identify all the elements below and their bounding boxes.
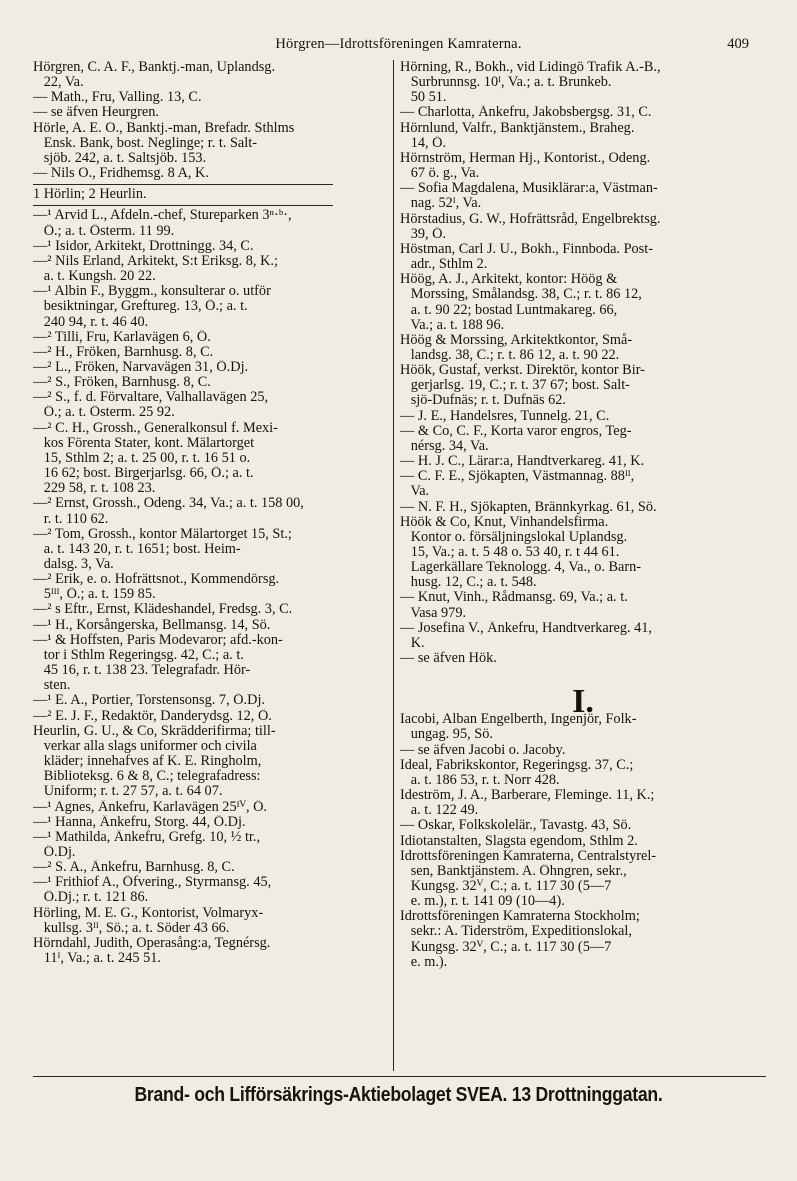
directory-line: Höök & Co, Knut, Vinhandelsfirma. — [400, 514, 609, 530]
directory-line: — J. E., Handelsres, Tunnelg. 21, C. — [400, 408, 610, 424]
directory-line: —² Nils Erland, Arkitekt, S:t Eriksg. 8, K.; — [33, 253, 278, 269]
directory-line: Hörle, A. E. O., Banktj.-man, Brefadr. Sthlms — [33, 120, 295, 136]
directory-line: Höstman, Carl J. U., Bokh., Finnboda. Post- — [400, 241, 653, 257]
directory-line: Kungsg. 32ⱽ, C.; a. t. 117 30 (5—7 — [400, 939, 612, 955]
directory-line: —¹ Hanna, Änkefru, Storg. 44, Ö.Dj. — [33, 814, 246, 830]
directory-line: Hörndahl, Judith, Operasång:a, Tegnérsg. — [33, 935, 271, 951]
column-divider — [393, 60, 394, 1071]
directory-line: 5ᴵᴵᴵ, Ö.; a. t. 159 85. — [33, 587, 156, 603]
directory-line: —¹ E. A., Portier, Torstensonsg. 7, Ö.Dj. — [33, 693, 265, 709]
directory-line: — se äfven Hök. — [400, 651, 497, 667]
directory-line: —² Ernst, Grossh., Odeng. 34, Va.; a. t. 158 00, — [33, 496, 304, 512]
page-number: 409 — [727, 36, 749, 52]
directory-line: —² C. H., Grossh., Generalkonsul f. Mexi- — [33, 420, 278, 436]
directory-line: a. t. 186 53, r. t. Norr 428. — [400, 772, 560, 788]
directory-line: —¹ & Hoffsten, Paris Modevaror; afd.-kon- — [33, 632, 283, 648]
directory-line: ungag. 95, Sö. — [400, 727, 493, 743]
directory-line: a. t. 90 22; bostad Luntmakareg. 66, — [400, 302, 618, 318]
directory-line: 39, Ö. — [400, 226, 447, 242]
footer-rule — [33, 1076, 766, 1077]
directory-line: e. m.), r. t. 141 09 (10—4). — [400, 894, 565, 910]
directory-line: — se äfven Jacobi o. Jacoby. — [400, 742, 566, 758]
directory-line: —¹ Isidor, Arkitekt, Drottningg. 34, C. — [33, 238, 254, 254]
directory-line: —² Tilli, Fru, Karlavägen 6, Ö. — [33, 329, 211, 345]
directory-line: —¹ Frithiof A., Öfvering., Styrmansg. 45, — [33, 875, 272, 891]
directory-line: e. m.). — [400, 954, 448, 970]
directory-line: Kontor o. försäljningslokal Uplandsg. — [400, 529, 628, 545]
directory-line: Kungsg. 32ⱽ, C.; a. t. 117 30 (5—7 — [400, 878, 612, 894]
directory-line: kläder; innehafves af K. E. Ringholm, — [33, 754, 262, 770]
directory-line: —² L., Fröken, Narvavägen 31, Ö.Dj. — [33, 359, 249, 375]
directory-line: — Sofia Magdalena, Musiklärar:a, Västman- — [400, 181, 658, 197]
directory-line: Lagerkällare Teknologg. 4, Va., o. Barn- — [400, 560, 642, 576]
right-column — [400, 60, 766, 970]
directory-line: K. — [400, 635, 425, 651]
directory-line: sen, Banktjänstem. A. Öhngren, sekr., — [400, 863, 627, 879]
directory-line: Heurlin, G. U., & Co, Skrädderifirma; till- — [33, 723, 276, 739]
directory-line: nérsg. 34, Va. — [400, 438, 489, 454]
directory-line: Höög, A. J., Arkitekt, kontor: Höög & — [400, 272, 618, 288]
directory-line: r. t. 110 62. — [33, 511, 109, 527]
page-header — [0, 36, 797, 56]
directory-line: landsg. 38, C.; r. t. 86 12, a. t. 90 22. — [400, 347, 620, 363]
directory-line: Surbrunnsg. 10ᴵ, Va.; a. t. Brunkeb. — [400, 75, 612, 91]
directory-line: 22, Va. — [33, 75, 84, 91]
directory-line: Ideal, Fabrikskontor, Regeringsg. 37, C.; — [400, 757, 634, 773]
section-rule — [33, 184, 333, 185]
directory-line: gerjarlsg. 19, C.; r. t. 37 67; bost. Salt- — [400, 378, 630, 394]
directory-line: Vasa 979. — [400, 605, 467, 621]
directory-line: — Math., Fru, Valling. 13, C. — [33, 90, 202, 106]
page-title: Hörgren—Idrottsföreningen Kamraterna. — [275, 36, 522, 52]
directory-line: 229 58, r. t. 108 23. — [33, 481, 156, 497]
directory-line: sjö-Dufnäs; r. t. Dufnäs 62. — [400, 393, 566, 409]
directory-line: kullsg. 3ᴵᴵ, Sö.; a. t. Söder 43 66. — [33, 920, 230, 936]
directory-line: Ö.; a. t. Österm. 25 92. — [33, 405, 175, 421]
directory-line: Ö.; a. t. Österm. 11 99. — [33, 223, 175, 239]
directory-line: — se äfven Heurgren. — [33, 105, 159, 121]
directory-line: —² H., Fröken, Barnhusg. 8, C. — [33, 344, 214, 360]
directory-line: Höök, Gustaf, verkst. Direktör, kontor Bir- — [400, 363, 645, 379]
directory-line: Hörnlund, Valfr., Banktjänstem., Braheg. — [400, 120, 635, 136]
directory-line: sten. — [33, 678, 71, 694]
directory-line: — N. F. H., Sjökapten, Brännkyrkag. 61, Sö. — [400, 499, 657, 515]
directory-line: Hörling, M. E. G., Kontorist, Volmaryx- — [33, 905, 264, 921]
directory-line: dalsg. 3, Va. — [33, 557, 114, 572]
left-column — [33, 60, 395, 966]
section-rule — [33, 205, 333, 206]
directory-line: kos Förenta Stater, kont. Mälartorget — [33, 435, 255, 451]
directory-line: Morssing, Smålandsg. 38, C.; r. t. 86 12, — [400, 287, 642, 303]
directory-line: Idrottsföreningen Kamraterna, Centralstyrel- — [400, 848, 657, 864]
footer-advertisement: Brand- och Lifförsäkrings-Aktiebolaget SVEA. 13 Drottninggatan. — [134, 1084, 663, 1106]
directory-line: —² Tom, Grossh., kontor Mälartorget 15, St.; — [33, 526, 292, 542]
directory-line: 67 ö. g., Va. — [400, 166, 480, 182]
directory-line: nag. 52ᴵ, Va. — [400, 196, 482, 212]
directory-line: — Josefina V., Änkefru, Handtverkareg. 41, — [400, 620, 652, 636]
directory-line: a. t. 143 20, r. t. 1651; bost. Heim- — [33, 541, 241, 557]
directory-line: Va.; a. t. 188 96. — [400, 317, 505, 333]
directory-line: husg. 12, C.; a. t. 548. — [400, 575, 537, 591]
directory-line: a. t. 122 49. — [400, 803, 479, 819]
directory-line: —¹ Albin F., Byggm., konsulterar o. utför — [33, 284, 271, 300]
directory-line: Höög & Morssing, Arkitektkontor, Små- — [400, 332, 633, 348]
directory-line: Ideström, J. A., Barberare, Fleminge. 11, K.; — [400, 788, 655, 804]
directory-line: adr., Sthlm 2. — [400, 257, 488, 273]
directory-line: —¹ Mathilda, Änkefru, Grefg. 10, ½ tr., — [33, 829, 261, 845]
directory-line: 15, Va.; a. t. 5 48 o. 53 40, r. t 44 61. — [400, 545, 620, 560]
directory-line: sekr.: A. Tiderström, Expeditionslokal, — [400, 924, 632, 940]
directory-line: 15, Sthlm 2; a. t. 25 00, r. t. 16 51 o. — [33, 450, 251, 466]
directory-line: —² S., Fröken, Barnhusg. 8, C. — [33, 375, 211, 391]
directory-line: Hörgren, C. A. F., Banktj.-man, Uplandsg. — [33, 60, 276, 75]
directory-line: 16 62; bost. Birgerjarlsg. 66, Ö.; a. t. — [33, 466, 254, 482]
directory-line: Hörning, R., Bokh., vid Lidingö Trafik A.-B., — [400, 60, 661, 75]
directory-line: Hörstadius, G. W., Hofrättsråd, Engelbrektsg. — [400, 211, 661, 227]
directory-line: —¹ H., Korsångerska, Bellmansg. 14, Sö. — [33, 617, 271, 633]
directory-line: —² S., f. d. Förvaltare, Valhallavägen 25, — [33, 390, 269, 406]
directory-line: Iacobi, Alban Engelberth, Ingenjör, Folk- — [400, 712, 637, 728]
directory-line: 50 51. — [400, 90, 447, 106]
directory-line: — Oskar, Folkskolelär., Tavastg. 43, Sö. — [400, 818, 632, 834]
directory-line: —² Erik, e. o. Hofrättsnot., Kommendörsg. — [33, 572, 280, 588]
directory-line: verkar alla slags uniformer och civila — [33, 738, 257, 754]
directory-line: 45 16, r. t. 138 23. Telegrafadr. Hör- — [33, 663, 251, 679]
directory-line: Biblioteksg. 6 & 8, C.; telegrafadress: — [33, 769, 261, 785]
directory-line: — Charlotta, Änkefru, Jakobsbergsg. 31, C. — [400, 105, 652, 121]
directory-line: 11ᴵ, Va.; a. t. 245 51. — [33, 951, 161, 967]
directory-line: —² S. A., Änkefru, Barnhusg. 8, C. — [33, 860, 235, 876]
directory-line: Va. — [400, 484, 430, 500]
directory-line: — C. F. E., Sjökapten, Västmannag. 88ᴵᴵ, — [400, 469, 635, 485]
section-letter: I. — [572, 683, 594, 721]
directory-line: —¹ Agnes, Änkefru, Karlavägen 25ᴵⱽ, Ö. — [33, 799, 267, 815]
directory-line: besiktningar, Greftureg. 13, Ö.; a. t. — [33, 299, 248, 315]
directory-line: Uniform; r. t. 27 57, a. t. 64 07. — [33, 784, 223, 800]
directory-line: 1 Hörlin; 2 Heurlin. — [33, 187, 147, 203]
directory-line: — H. J. C., Lärar:a, Handtverkareg. 41, K. — [400, 454, 645, 470]
directory-line: Idiotanstalten, Slagsta egendom, Sthlm 2. — [400, 833, 638, 849]
directory-line: —² E. J. F., Redaktör, Danderydsg. 12, Ö. — [33, 708, 272, 724]
directory-line: Ö.Dj.; r. t. 121 86. — [33, 890, 149, 906]
directory-line: tor i Sthlm Regeringsg. 42, C.; a. t. — [33, 647, 244, 663]
directory-line: — Nils O., Fridhemsg. 8 A, K. — [33, 166, 209, 182]
directory-line: Idrottsföreningen Kamraterna Stockholm; — [400, 909, 640, 925]
directory-line: — Knut, Vinh., Rådmansg. 69, Va.; a. t. — [400, 590, 628, 606]
directory-line: —¹ Arvid L., Afdeln.-chef, Stureparken 3ⁿ·ᵇ·, — [33, 208, 292, 224]
directory-line: 240 94, r. t. 46 40. — [33, 314, 149, 330]
directory-line: — & Co, C. F., Korta varor engros, Teg- — [400, 423, 632, 439]
directory-line: Hörnström, Herman Hj., Kontorist., Odeng. — [400, 150, 651, 166]
directory-line: —² s Eftr., Ernst, Klädeshandel, Fredsg. 3, C. — [33, 602, 293, 618]
directory-line: Ö.Dj. — [33, 844, 76, 860]
directory-line: Ensk. Bank, bost. Neglinge; r. t. Salt- — [33, 135, 257, 151]
directory-line: sjöb. 242, a. t. Saltsjöb. 153. — [33, 150, 207, 166]
directory-line: a. t. Kungsh. 20 22. — [33, 269, 156, 285]
directory-line: 14, Ö. — [400, 135, 447, 151]
